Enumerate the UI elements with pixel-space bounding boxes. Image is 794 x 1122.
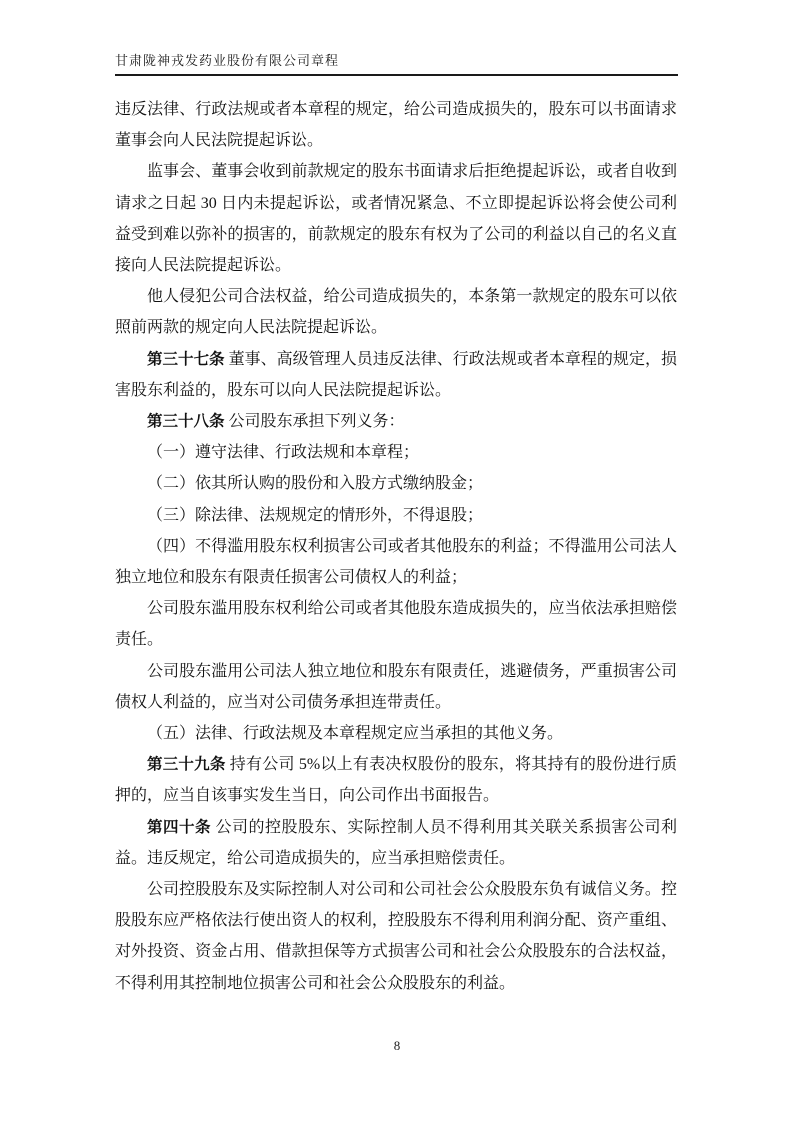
- document-title: 甘肃陇神戎发药业股份有限公司章程: [115, 53, 340, 68]
- paragraph: （二）依其所认购的股份和入股方式缴纳股金；: [147, 475, 484, 493]
- article-number: 第三十八条: [147, 413, 225, 431]
- paragraph: （一）遵守法律、行政法规和本章程；: [147, 444, 420, 462]
- article-number: 第三十九条: [147, 756, 226, 774]
- paragraph: 公司股东滥用公司法人独立地位和股东有限责任，逃避债务，严重损害公司债权人利益的，应当对公司债务承担连带责任。: [115, 662, 677, 711]
- page-footer: [0, 1038, 794, 1054]
- article-paragraph: 第三十八条 公司股东承担下列义务：: [147, 413, 405, 431]
- paragraph: （五）法律、行政法规及本章程规定应当承担的其他义务。: [147, 725, 564, 743]
- paragraph: 他人侵犯公司合法权益，给公司造成损失的，本条第一款规定的股东可以依照前两款的规定向人民法院提起诉讼。: [115, 288, 677, 337]
- article-paragraph: 第三十七条 董事、高级管理人员违反法律、行政法规或者本章程的规定，损害股东利益的，股东可以向人民法院提起诉讼。: [115, 350, 677, 399]
- document-body: [115, 94, 677, 999]
- paragraph: （三）除法律、法规规定的情形外，不得退股；: [147, 506, 484, 524]
- paragraph: 监事会、董事会收到前款规定的股东书面请求后拒绝提起诉讼，或者自收到请求之日起 30 日内未提起诉讼，或者情况紧急、不立即提起诉讼将会使公司利益受到难以弥补的损害的，前款规定的股东有权为了公司的利益以自己的名义直接向人民法院提起诉讼。: [115, 163, 677, 275]
- paragraph: 公司控股股东及实际控制人对公司和公司社会公众股股东负有诚信义务。控股股东应严格依法行使出资人的权利，控股股东不得利用利润分配、资产重组、对外投资、资金占用、借款担保等方式损害公司和社会公众股股东的合法权益，不得利用其控制地位损害公司和社会公众股股东的利益。: [115, 881, 677, 992]
- page-header: [115, 50, 678, 76]
- page-number: 8: [393, 1038, 401, 1053]
- article-number: 第四十条: [147, 818, 211, 836]
- article-paragraph: 第三十九条 持有公司 5%以上有表决权股份的股东，将其持有的股份进行质押的，应当自该事实发生当日，向公司作出书面报告。: [115, 756, 677, 805]
- paragraph: 公司股东滥用股东权利给公司或者其他股东造成损失的，应当依法承担赔偿责任。: [115, 600, 677, 649]
- paragraph: （四）不得滥用股东权利损害公司或者其他股东的利益；不得滥用公司法人独立地位和股东有限责任损害公司债权人的利益；: [115, 537, 677, 587]
- article-paragraph: 第四十条 公司的控股股东、实际控制人员不得利用其关联关系损害公司利益。违反规定，给公司造成损失的，应当承担赔偿责任。: [115, 818, 677, 867]
- paragraph: 违反法律、行政法规或者本章程的规定，给公司造成损失的，股东可以书面请求董事会向人民法院提起诉讼。: [115, 101, 677, 150]
- article-number: 第三十七条: [147, 350, 225, 368]
